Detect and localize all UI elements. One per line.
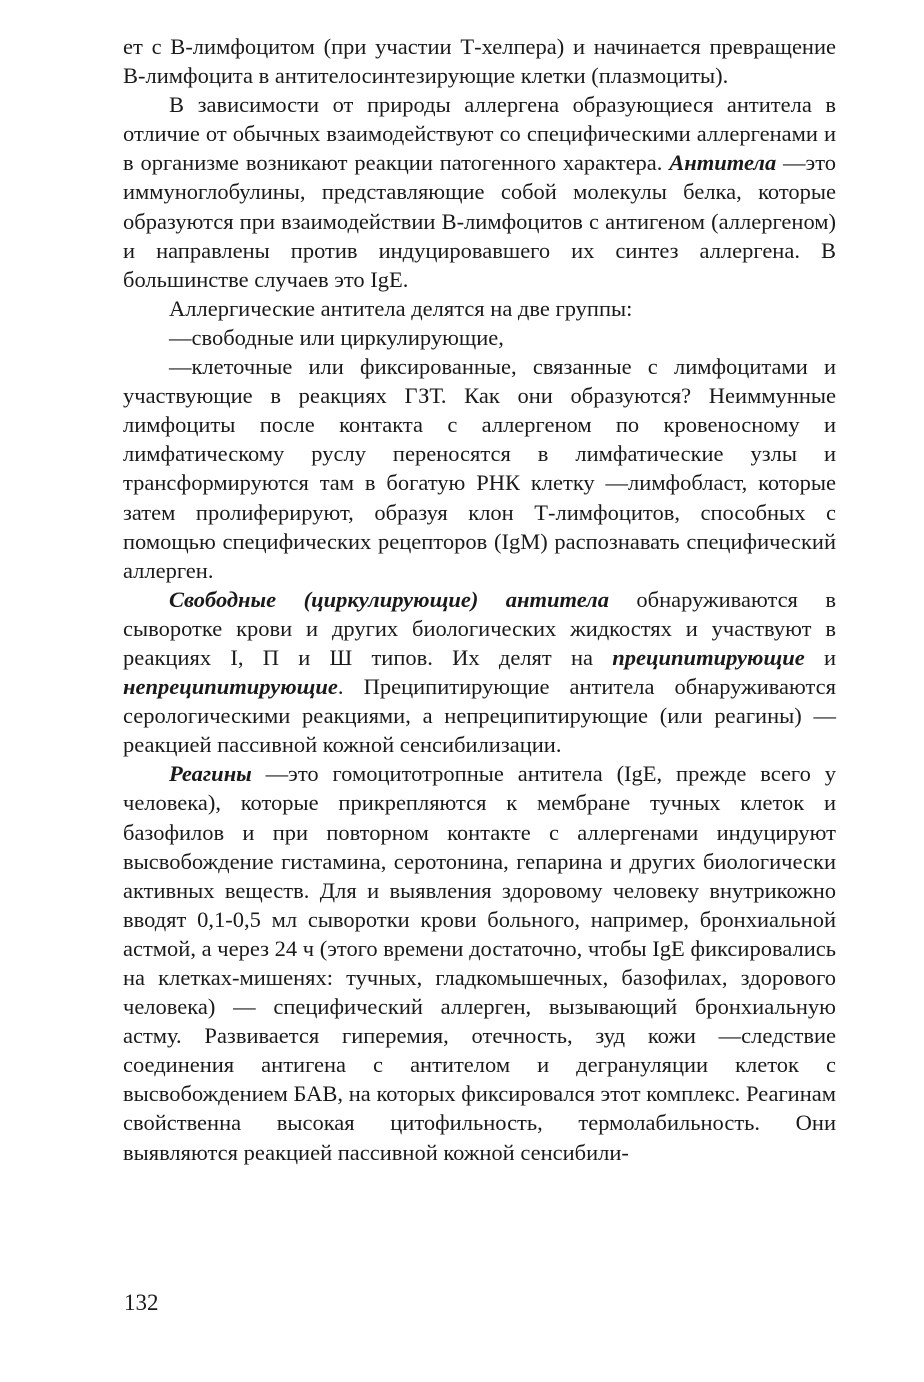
page-number: 132 bbox=[124, 1290, 159, 1315]
text-run: ет с В-лимфоцитом (при участии Т-хелпера) и начинается превращение В-лимфоцита в антителосинтезирующие клетки (плазмоциты). bbox=[123, 34, 836, 89]
emphasized-term: Антитела bbox=[669, 150, 777, 176]
emphasized-term: преципитирующие bbox=[612, 644, 805, 670]
page-body bbox=[123, 32, 836, 1167]
emphasized-term: Реагины bbox=[169, 761, 252, 787]
text-run: Аллергические антитела делятся на две группы: bbox=[169, 295, 633, 321]
paragraph bbox=[123, 759, 836, 1166]
emphasized-term: непреципитирующие bbox=[123, 674, 338, 700]
text-run: —это гомоцитотропные антитела (IgE, прежде всего у человека), которые прикрепляются к мембране тучных клеток и базофилов и при повторном контакте с аллергенами индуцируют высвобождение гистамина, серотонина, гепарина и других биологически активных веществ. Для и выявления здоровому человеку внутрикожно вводят 0,1-0,5 мл сыворотки крови больного, например, бронхиальной астмой, а через 24 ч (этого времени достаточно, чтобы IgE фиксировались на клетках-мишенях: тучных, гладкомышечных, базофилах, здорового человека) — специфический аллерген, вызывающий бронхиальную астму. Развивается гиперемия, отечность, зуд кожи —следствие соединения антигена с антителом и дегрануляции клеток с высвобождением БАВ, на которых фиксировался этот комплекс. Реагинам свойственна высокая цитофильность, термолабильность. Они выявляются реакцией пассивной кожной сенсибили- bbox=[123, 761, 836, 1165]
paragraph bbox=[123, 585, 836, 760]
paragraph bbox=[123, 90, 836, 294]
text-run: —клеточные или фиксированные, связанные с лимфоцитами и участвующие в реакциях ГЗТ. Как они образуются? Неиммунные лимфоциты после контакта с аллергеном по кровеносному и лимфатическому руслу переносятся в лимфатические узлы и трансформируются там в богатую РНК клетку —лимфобласт, которые затем пролиферируют, образуя клон Т-лимфоцитов, способных с помощью специфических рецепторов (IgM) распознавать специфический аллерген. bbox=[123, 354, 836, 583]
text-run: обнаруживаются в сыворотке крови и других биологических жидкостях и участвуют в реакциях I, П и Ш типов. Их делят на bbox=[123, 586, 836, 670]
paragraph bbox=[123, 32, 836, 90]
paragraph bbox=[123, 323, 836, 352]
emphasized-term: Свободные (циркулирующие) антитела bbox=[169, 586, 609, 612]
text-run: и bbox=[804, 644, 836, 670]
paragraph bbox=[123, 352, 836, 585]
paragraph bbox=[123, 294, 836, 323]
text-run: В зависимости от природы аллергена образующиеся антитела в отличие от обычных взаимодействуют со специфическими аллергенами и в организме возникают реакции патогенного характера. bbox=[123, 92, 836, 176]
text-run: —это иммуноглобулины, представляющие собой молекулы белка, которые образуются при взаимодействии В-лимфоцитов с антигеном (аллергеном) и направлены против индуцировавшего их синтез аллергена. В большинстве случаев это IgE. bbox=[123, 150, 836, 292]
text-run: . Преципитирующие антитела обнаруживаются серологическими реакциями, а непреципитирующие (или реагины) —реакцией пассивной кожной сенсибилизации. bbox=[123, 674, 836, 758]
text-run: —свободные или циркулирующие, bbox=[169, 324, 504, 350]
